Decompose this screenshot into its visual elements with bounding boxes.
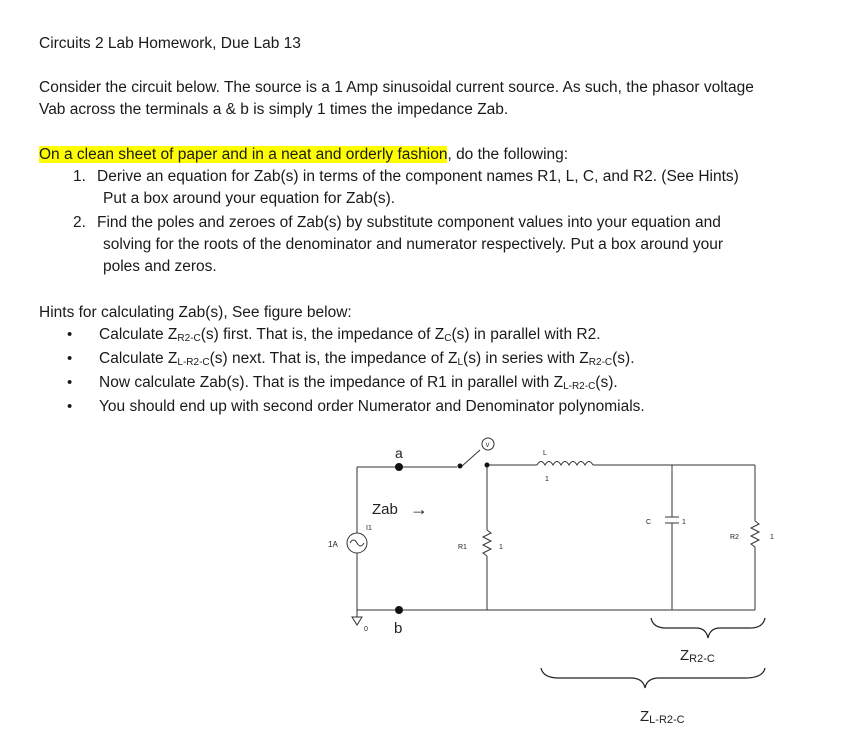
node-a-label: a (395, 445, 403, 461)
meter-label: V (485, 443, 490, 449)
instruction-rest: , do the following: (447, 146, 569, 163)
switch-contact (458, 464, 463, 469)
hint-bullet: • (67, 326, 73, 343)
task-number: 1. (73, 168, 86, 185)
task-2-line-3: poles and zeros. (103, 258, 217, 275)
zr2c-label-main: Z (680, 647, 690, 664)
source-ref: I1 (366, 525, 372, 532)
instruction-highlight: On a clean sheet of paper and in a neat and orderly fashion (39, 146, 448, 163)
hint-bullet: • (67, 350, 73, 367)
task-1-line-2: Put a box around your equation for Zab(s). (103, 190, 396, 207)
intro-line-2: Vab across the terminals a & b is simply 1 times the impedance Zab. (39, 101, 509, 118)
hint-subscript: C (444, 333, 452, 344)
hint-subscript: L-R2-C (177, 357, 210, 368)
r1-value: 1 (499, 544, 503, 551)
r2-value: 1 (770, 534, 774, 541)
task-text: Find the poles and zeroes of Zab(s) by substitute component values into your equation and (97, 214, 721, 231)
hints-title: Hints for calculating Zab(s), See figure below: (39, 304, 352, 321)
task-number: 2. (73, 214, 86, 231)
inductor-value: 1 (545, 476, 549, 483)
hint-text: Now calculate Zab(s). That is the impedance of R1 in parallel with Z (99, 374, 564, 391)
ground-symbol (352, 617, 362, 625)
hint-text: Calculate Z (99, 326, 178, 343)
hint-text: (s). (595, 374, 618, 391)
page-title: Circuits 2 Lab Homework, Due Lab 13 (39, 35, 301, 52)
hint-text: (s) in parallel with R2. (451, 326, 601, 343)
switch-contact (485, 463, 490, 468)
task-2-line-2: solving for the roots of the denominator and numerator respectively. Put a box around your (103, 236, 724, 253)
node-a (395, 463, 403, 471)
zlr2c-brace (541, 668, 765, 688)
hint-4: You should end up with second order Numerator and Denominator polynomials. (99, 398, 645, 415)
inductor-label: L (543, 450, 547, 457)
hint-text: (s). (612, 350, 635, 367)
zlr2c-label (640, 708, 685, 726)
node-b (395, 606, 403, 614)
current-source-wave (350, 540, 364, 546)
hint-subscript: R2-C (177, 333, 201, 344)
zab-label: Zab (372, 501, 398, 518)
zab-arrow: → (410, 499, 428, 519)
r1-label: R1 (458, 544, 467, 551)
node-b-label: b (394, 620, 403, 637)
intro-line-1: Consider the circuit below. The source is a 1 Amp sinusoidal current source. As such, the phasor voltage (39, 79, 754, 96)
inductor-symbol (537, 462, 593, 466)
ground-ref: 0 (364, 626, 368, 633)
r2-label: R2 (730, 534, 739, 541)
source-label: 1A (328, 540, 338, 549)
switch-blade (462, 450, 480, 466)
hint-text: Calculate Z (99, 350, 178, 367)
hint-bullet: • (67, 398, 73, 415)
hint-subscript: L-R2-C (563, 381, 596, 392)
hint-text: (s) in series with Z (463, 350, 589, 367)
task-text: Derive an equation for Zab(s) in terms of the component names R1, L, C, and R2. (See Hints) (97, 168, 739, 185)
hint-subscript: L (457, 357, 464, 368)
zr2c-label (680, 647, 715, 665)
r1-resistor-symbol (483, 530, 491, 556)
r2-resistor-symbol (751, 521, 759, 547)
zlr2c-label-sub: L-R2-C (649, 714, 685, 726)
hint-text: (s) next. That is, the impedance of Z (209, 350, 458, 367)
capacitor-label: C (646, 519, 652, 526)
capacitor-value: 1 (682, 519, 686, 526)
zlr2c-label-main: Z (640, 708, 650, 725)
hint-bullet: • (67, 374, 73, 391)
zr2c-label-sub: R2-C (689, 653, 715, 665)
hint-subscript: R2-C (588, 357, 613, 368)
zr2c-brace (651, 618, 765, 638)
hint-text: (s) first. That is, the impedance of Z (200, 326, 445, 343)
